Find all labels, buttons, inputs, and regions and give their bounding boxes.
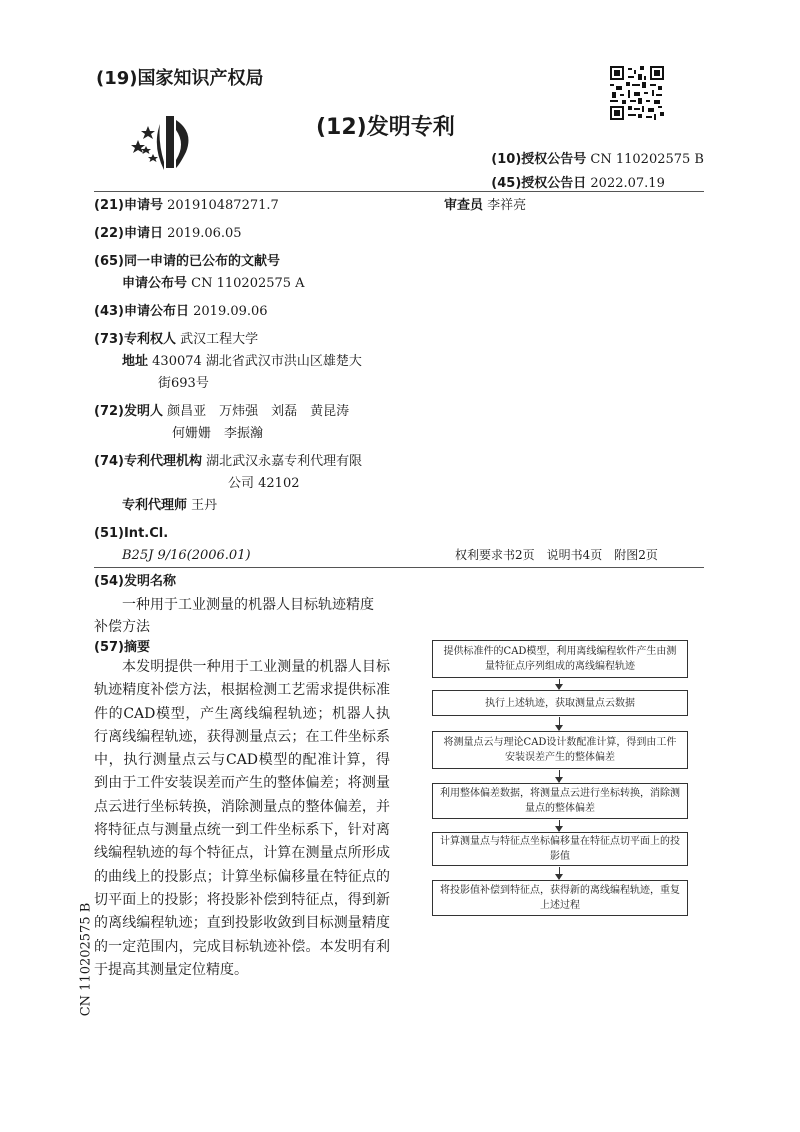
fields-divider (94, 567, 704, 568)
agent-label: 专利代理师 (122, 498, 188, 513)
app-no: 201910487271.7 (167, 198, 279, 213)
prior-pub-no: CN 110202575 A (191, 276, 305, 291)
pub-date: 2022.07.19 (590, 176, 665, 191)
prior-pub-no-field (122, 272, 305, 295)
address-label: 地址 (122, 354, 149, 369)
inventors-label: (72)发明人 (94, 404, 163, 419)
agency-field (94, 450, 362, 473)
agency-label: (74)专利代理机构 (94, 454, 202, 469)
invention-title-line2: 补偿方法 (94, 619, 150, 635)
abstract-label-text: (57)摘要 (94, 640, 150, 655)
patent-type: (12)发明专利 (316, 115, 455, 140)
examiner-field (444, 194, 526, 217)
inventors-line1: 颜昌亚 万炜强 刘磊 黄昆涛 (167, 404, 350, 419)
title-label (94, 570, 176, 593)
inventors-line2: 何姗姗 李振瀚 (172, 426, 264, 441)
flow-step-2: 执行上述轨迹，获取测量点云数据 (432, 690, 688, 716)
pub-no: CN 110202575 B (590, 152, 704, 167)
cnipa-logo-icon (128, 112, 200, 172)
publication-info (491, 148, 704, 196)
flow-step-3: 将测量点云与理论CAD设计数配准计算，得到由工件安装误差产生的整体偏差 (432, 731, 688, 769)
examiner-label: 审查员 (444, 198, 484, 213)
flow-arrow-3 (559, 770, 560, 782)
prior-pub-date-field (94, 300, 268, 323)
invention-title-line1: 一种用于工业测量的机器人目标轨迹精度 (122, 597, 374, 613)
pub-no-label: (10)授权公告号 (491, 152, 587, 167)
header-divider (94, 191, 704, 192)
agent-field (122, 494, 217, 517)
address-field (122, 350, 362, 373)
address-line1: 430074 湖北省武汉市洪山区雄楚大 (152, 354, 362, 369)
patentee: 武汉工程大学 (180, 332, 259, 347)
app-date-label: (22)申请日 (94, 226, 163, 241)
patentee-field (94, 328, 258, 351)
ipc-label (94, 522, 168, 545)
flow-arrow-4 (559, 820, 560, 831)
app-date-field (94, 222, 242, 245)
flow-step-6: 将投影值补偿到特征点，获得新的离线编程轨迹，重复上述过程 (432, 880, 688, 916)
ipc-label-text: (51)Int.Cl. (94, 526, 169, 541)
page-counts: 权利要求书2页 说明书4页 附图2页 (455, 548, 658, 562)
flow-step-1: 提供标准件的CAD模型，利用离线编程软件产生由测量特征点序列组成的离线编程轨迹 (432, 640, 688, 678)
flow-step-5: 计算测量点与特征点坐标偏移量在特征点切平面上的投影值 (432, 832, 688, 866)
flow-step-4: 利用整体偏差数据，将测量点云进行坐标转换，消除测量点的整体偏差 (432, 783, 688, 819)
inventors-field (94, 400, 349, 423)
qr-code-icon (610, 66, 664, 120)
app-no-field (94, 194, 279, 217)
pub-date-label: (45)授权公告日 (491, 176, 587, 191)
app-date: 2019.06.05 (167, 226, 242, 241)
side-doc-number: CN 110202575 B (78, 902, 94, 1017)
agent: 王丹 (191, 498, 218, 513)
abstract-text: 本发明提供一种用于工业测量的机器人目标轨迹精度补偿方法，根据检测工艺需求提供标准件的CAD模型，产生离线编程轨迹；机器人执行离线编程轨迹，获得测量点云；在工件坐标系中，执行测量点云与CAD模型的配准计算，得到由于工件安装误差而产生的整体偏差；将测量点云进行坐标转换，消除测量点的整体偏差，并将特征点与测量点统一到工件坐标系下，针对离线编程轨迹的每个特征点，计算在测量点所形成的曲线上的投影点；计算坐标偏移量在特征点的切平面上的投影；将投影补偿到特征点，得到新的离线编程轨迹；直到投影收敛到目标测量精度的一定范围内，完成目标轨迹补偿。本发明有利于提高其测量定位精度。 (94, 659, 390, 978)
flow-arrow-2 (559, 717, 560, 730)
prior-pub-date: 2019.09.06 (193, 304, 268, 319)
patentee-label: (73)专利权人 (94, 332, 176, 347)
prior-pub-no-label: 申请公布号 (122, 276, 188, 291)
title-label-text: (54)发明名称 (94, 574, 176, 589)
app-no-label: (21)申请号 (94, 198, 163, 213)
flow-arrow-5 (559, 867, 560, 879)
prior-pub-date-label: (43)申请公布日 (94, 304, 189, 319)
agency-line2: 公司 42102 (228, 476, 300, 491)
address-line2: 街693号 (158, 376, 209, 391)
examiner: 李祥亮 (487, 198, 527, 213)
ipc-code: B25J 9/16(2006.01) (122, 548, 251, 563)
office-name: (19)国家知识产权局 (96, 68, 264, 89)
flow-arrow-1 (559, 679, 560, 689)
prior-pub-field (94, 250, 280, 273)
agency-line1: 湖北武汉永嘉专利代理有限 (206, 454, 363, 469)
prior-pub-label: (65)同一申请的已公布的文献号 (94, 254, 280, 269)
